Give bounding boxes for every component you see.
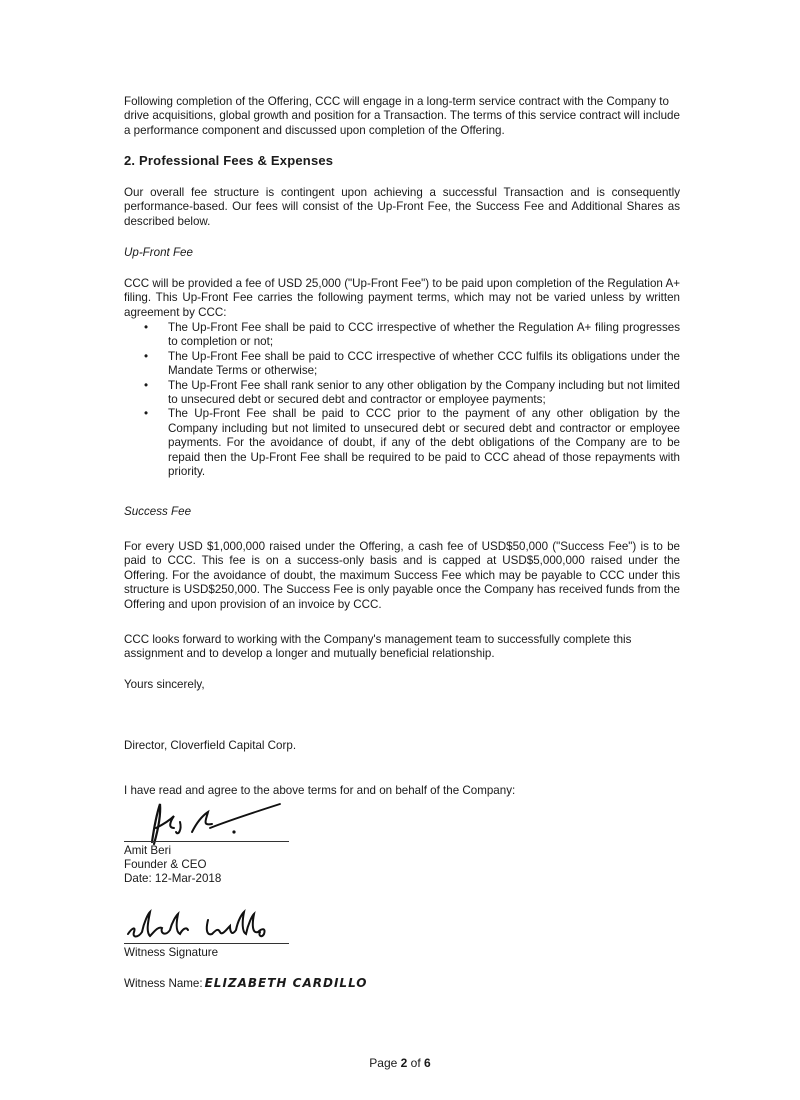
bullet-icon: • (144, 378, 149, 392)
intro-paragraph: Following completion of the Offering, CCC will engage in a long-term service contract with the Company to drive acquisitions, global growth and position for a Transaction. The terms of this service contract will include a performance component and discussed upon completion of the Offering. (124, 95, 680, 137)
page-number: Page 2 of 6 (369, 1056, 431, 1070)
witness-name-handwritten: ELIZABETH CARDILLO (204, 976, 368, 990)
witness-signature-label: Witness Signature (124, 946, 219, 959)
section-heading: 2. Professional Fees & Expenses (124, 153, 334, 168)
founder-signature-line (124, 841, 289, 842)
list-item: • The Up-Front Fee shall rank senior to any other obligation by the Company including but not limited to unsecured debt or secured debt and contractor or employee payments; (144, 378, 680, 407)
upfront-terms-list (144, 321, 680, 479)
agreement-statement: I have read and agree to the above terms for and on behalf of the Company: (124, 784, 516, 797)
witness-signature-image (124, 906, 294, 946)
signatory-block (124, 844, 680, 886)
signatory-title: Founder & CEO (124, 858, 207, 871)
closing-paragraph: CCC looks forward to working with the Company's management team to successfully complete this assignment and to develop a longer and mutually beneficial relationship. (124, 633, 632, 661)
signatory-name: Amit Beri (124, 844, 172, 857)
signatory-date: Date: 12-Mar-2018 (124, 872, 222, 885)
list-item: • The Up-Front Fee shall be paid to CCC irrespective of whether CCC fulfils its obligations under the Mandate Terms or otherwise; (144, 349, 680, 378)
sign-off: Yours sincerely, (124, 678, 205, 691)
fee-structure-paragraph: Our overall fee structure is contingent upon achieving a successful Transaction and is consequently performance-based. Our fees will consist of the Up-Front Fee, the Success Fee and Additional Shares as described below. (124, 186, 680, 228)
list-item: • The Up-Front Fee shall be paid to CCC irrespective of whether the Regulation A+ filing progresses to completion or not; (144, 321, 680, 349)
upfront-fee-paragraph: CCC will be provided a fee of USD 25,000 ("Up-Front Fee") to be paid upon completion of the Regulation A+ filing. This Up-Front Fee carries the following payment terms, which may not be varied unless by written agreement by CCC: (124, 277, 680, 319)
success-fee-paragraph: For every USD $1,000,000 raised under the Offering, a cash fee of USD$50,000 ("Success Fee") is to be paid to CCC. This fee is on a success-only basis and is capped at USD$5,000,000 raised under the Offering. For the avoidance of doubt, the maximum Success Fee which may be payable to CCC under this structure is USD$250,000. The Success Fee is only payable once the Company has received funds from the Offering and upon provision of an invoice by CCC. (124, 540, 680, 611)
bullet-icon: • (144, 407, 149, 421)
witness-name-line (124, 976, 680, 991)
bullet-icon: • (144, 321, 149, 334)
success-fee-title: Success Fee (124, 505, 192, 518)
founder-signature-image (130, 798, 300, 850)
witness-name-label: Witness Name: (124, 977, 203, 990)
bullet-icon: • (144, 349, 149, 363)
list-item: • The Up-Front Fee shall be paid to CCC prior to the payment of any other obligation by the Company including but not limited to unsecured debt or secured debt and contractor or employee payments. For the avoidance of doubt, if any of the debt obligations of the Company are to be repaid then the Up-Front Fee shall be required to be paid to CCC ahead of those repayments with priority. (144, 407, 680, 479)
witness-signature-line (124, 943, 289, 944)
director-line: Director, Cloverfield Capital Corp. (124, 739, 297, 752)
upfront-fee-title: Up-Front Fee (124, 246, 193, 259)
